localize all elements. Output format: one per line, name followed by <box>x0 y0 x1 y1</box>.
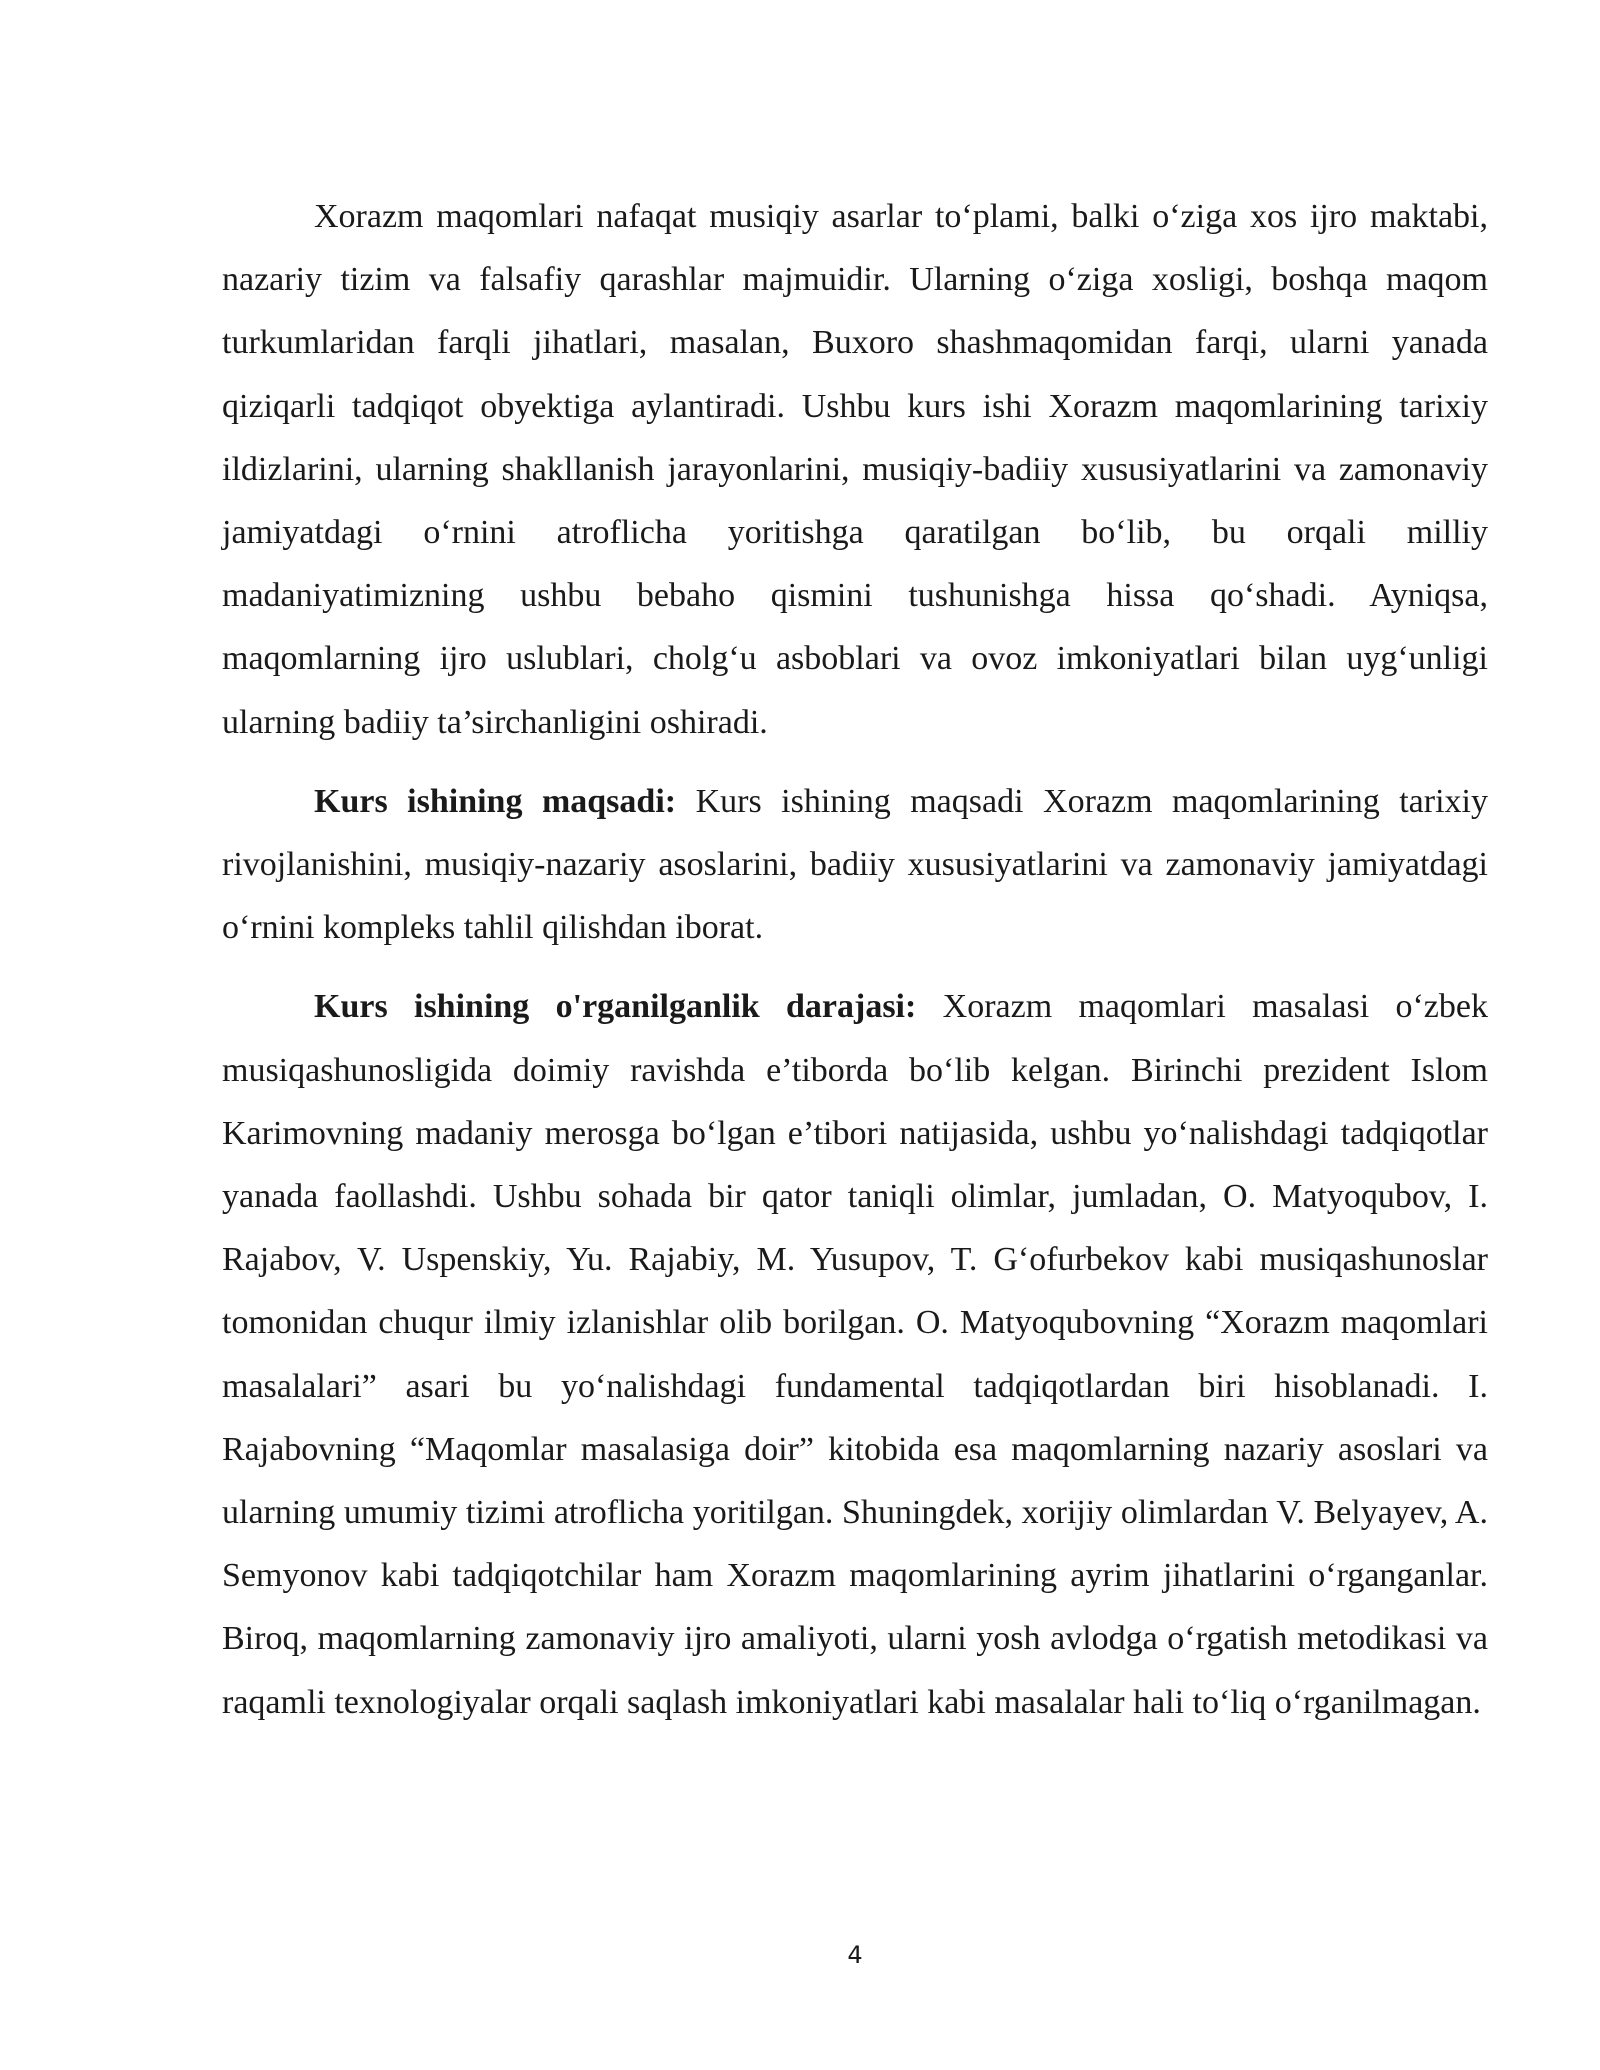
document-body <box>222 185 1488 1734</box>
research-level-paragraph <box>222 975 1488 1733</box>
goal-text: Kurs ishining maqsadi Xorazm maqomlarining tarixiy rivojlanishini, musiqiy-nazariy asoslarini, badiiy xususiyatlarini va zamonaviy jamiyatdagi o‘rnini kompleks tahlil qilishdan iborat. <box>222 782 1488 947</box>
goal-paragraph <box>222 770 1488 960</box>
page-number: 4 <box>847 1941 863 1969</box>
research-level-heading: Kurs ishining o'rganilganlik darajasi: <box>314 988 917 1026</box>
goal-heading: Kurs ishining maqsadi: <box>314 782 677 820</box>
research-level-text: Xorazm maqomlari masalasi o‘zbek musiqashunosligida doimiy ravishda e’tiborda bo‘lib kelgan. Birinchi prezident Islom Karimovning madaniy merosga bo‘lgan e’tibori natijasida, ushbu yo‘nalishdagi tadqiqotlar yanada faollashdi. Ushbu sohada bir qator taniqli olimlar, jumladan, O. Matyoqubov, I. Rajabov, V. Uspenskiy, Yu. Rajabiy, M. Yusupov, T. G‘ofurbekov kabi musiqashunoslar tomonidan chuqur ilmiy izlanishlar olib borilgan. O. Matyoqubovning “Xorazm maqomlari masalalari” asari bu yo‘nalishdagi fundamental tadqiqotlardan biri hisoblanadi. I. Rajabovning “Maqomlar masalasiga doir” kitobida esa maqomlarning nazariy asoslari va ularning umumiy tizimi atroflicha yoritilgan. Shuningdek, xorijiy olimlardan V. Belyayev, A. Semyonov kabi tadqiqotchilar ham Xorazm maqomlarining ayrim jihatlarini o‘rganganlar. Biroq, maqomlarning zamonaviy ijro amaliyoti, ularni yosh avlodga o‘rgatish metodikasi va raqamli texnologiyalar orqali saqlash imkoniyatlari kabi masalalar hali to‘liq o‘rganilmagan. <box>222 988 1488 1721</box>
intro-paragraph <box>222 185 1488 754</box>
paragraph-text: Xorazm maqomlari nafaqat musiqiy asarlar to‘plami, balki o‘ziga xos ijro maktabi, nazariy tizim va falsafiy qarashlar majmuidir. Ularning o‘ziga xosligi, boshqa maqom turkumlaridan farqli jihatlari, masalan, Buxoro shashmaqomidan farqi, ularni yanada qiziqarli tadqiqot obyektiga aylantiradi. Ushbu kurs ishi Xorazm maqomlarining tarixiy ildizlarini, ularning shakllanish jarayonlarini, musiqiy-badiiy xususiyatlarini va zamonaviy jamiyatdagi o‘rnini atroflicha yoritishga qaratilgan bo‘lib, bu orqali milliy madaniyatimizning ushbu bebaho qismini tushunishga hissa qo‘shadi. Ayniqsa, maqomlarning ijro uslublari, cholg‘u asboblari va ovoz imkoniyatlari bilan uyg‘unligi ularning badiiy ta’sirchanligini oshiradi. <box>222 198 1488 741</box>
